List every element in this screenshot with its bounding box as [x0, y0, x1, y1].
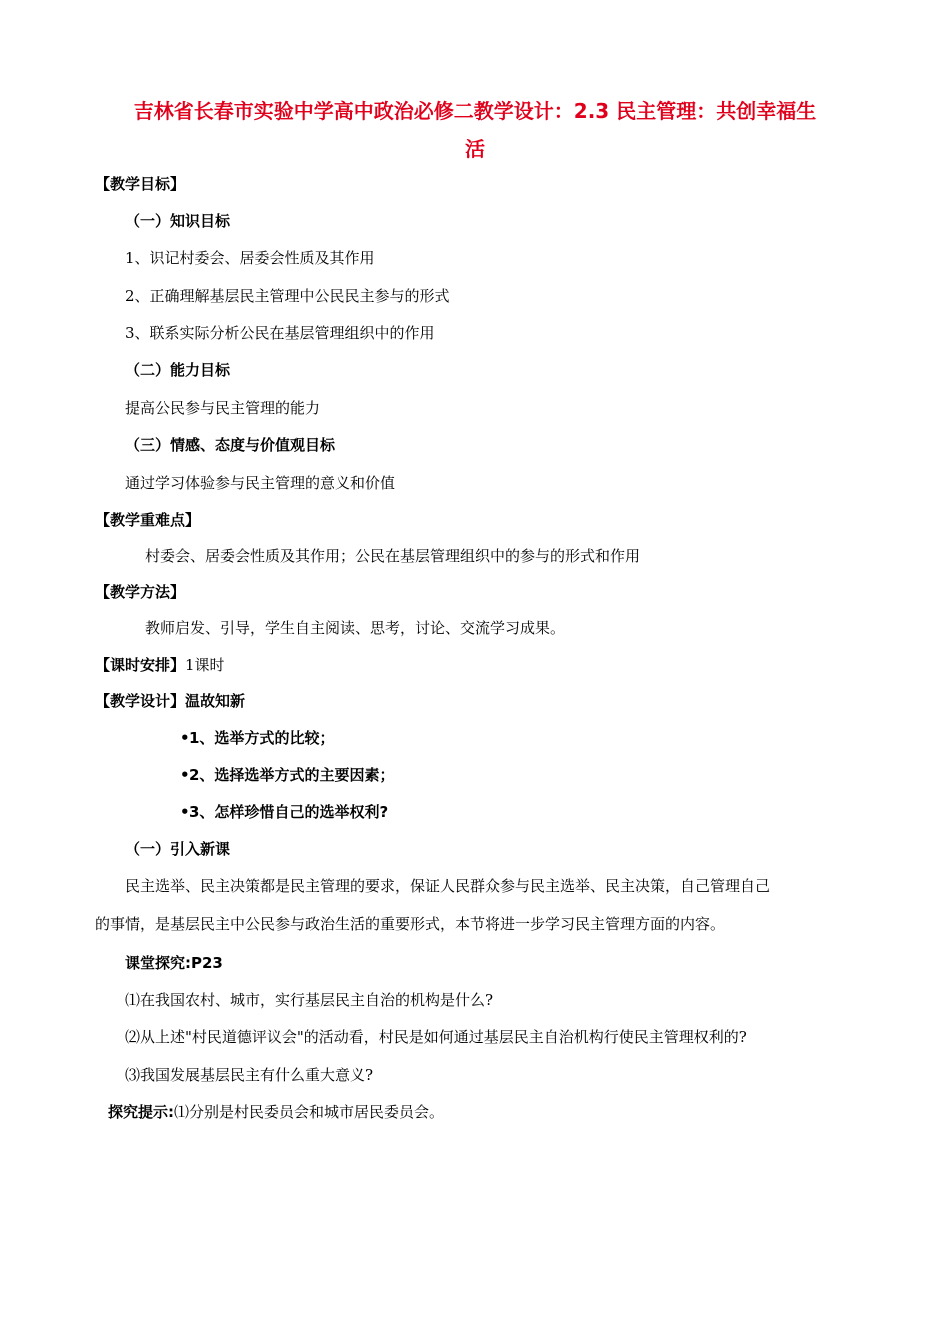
bullet-icon: •	[180, 729, 190, 747]
hint-text: ⑴分别是村民委员会和城市居民委员会。	[174, 1103, 445, 1121]
emotion-heading: （三）情感、态度与价值观目标	[125, 436, 336, 454]
method-heading: 【教学方法】	[95, 583, 186, 601]
knowledge-item-3: 3、联系实际分析公民在基层管理组织中的作用	[125, 324, 435, 342]
bullet-icon: •	[180, 803, 190, 821]
review-item-3: •3、怎样珍惜自己的选举权利?	[180, 803, 389, 821]
document-title-line-2: 活	[465, 137, 485, 161]
explore-question-1: ⑴在我国农村、城市，实行基层民主自治的机构是什么?	[125, 991, 494, 1009]
schedule-line	[95, 655, 225, 675]
knowledge-heading: （一）知识目标	[125, 212, 231, 230]
schedule-heading: 【课时安排】	[95, 656, 186, 674]
key-heading: 【教学重难点】	[95, 511, 201, 529]
review-item-2: •2、选择选举方式的主要因素；	[180, 766, 395, 784]
explore-heading: 课堂探究:P23	[125, 954, 223, 972]
method-text: 教师启发、引导，学生自主阅读、思考，讨论、交流学习成果。	[145, 619, 566, 637]
schedule-text: 1课时	[185, 656, 225, 674]
explore-question-3: ⑶我国发展基层民主有什么重大意义?	[125, 1066, 374, 1084]
design-line	[95, 691, 245, 711]
review-item-1: •1、选举方式的比较；	[180, 729, 335, 747]
design-text: 温故知新	[185, 692, 246, 710]
ability-heading: （二）能力目标	[125, 361, 231, 379]
key-text: 村委会、居委会性质及其作用；公民在基层管理组织中的参与的形式和作用	[145, 547, 641, 565]
hint-label: 探究提示:	[108, 1103, 174, 1121]
intro-paragraph-line-2: 的事情，是基层民主中公民参与政治生活的重要形式，本节将进一步学习民主管理方面的内容。	[95, 915, 726, 933]
ability-text: 提高公民参与民主管理的能力	[125, 399, 321, 417]
design-heading: 【教学设计】	[95, 692, 186, 710]
intro-heading: （一）引入新课	[125, 840, 231, 858]
explore-question-2: ⑵从上述"村民道德评议会"的活动看，村民是如何通过基层民主自治机构行使民主管理权利的?	[125, 1028, 747, 1046]
knowledge-item-2: 2、正确理解基层民主管理中公民民主参与的形式	[125, 287, 450, 305]
emotion-text: 通过学习体验参与民主管理的意义和价值	[125, 474, 396, 492]
knowledge-item-1: 1、识记村委会、居委会性质及其作用	[125, 249, 375, 267]
document-title-line-1: 吉林省长春市实验中学高中政治必修二教学设计：2.3 民主管理：共创幸福生	[133, 99, 817, 123]
hint-line	[108, 1102, 444, 1122]
goals-heading: 【教学目标】	[95, 175, 186, 193]
intro-paragraph-line-1: 民主选举、民主决策都是民主管理的要求，保证人民群众参与民主选举、民主决策，自己管理自己	[125, 877, 771, 895]
bullet-icon: •	[180, 766, 190, 784]
